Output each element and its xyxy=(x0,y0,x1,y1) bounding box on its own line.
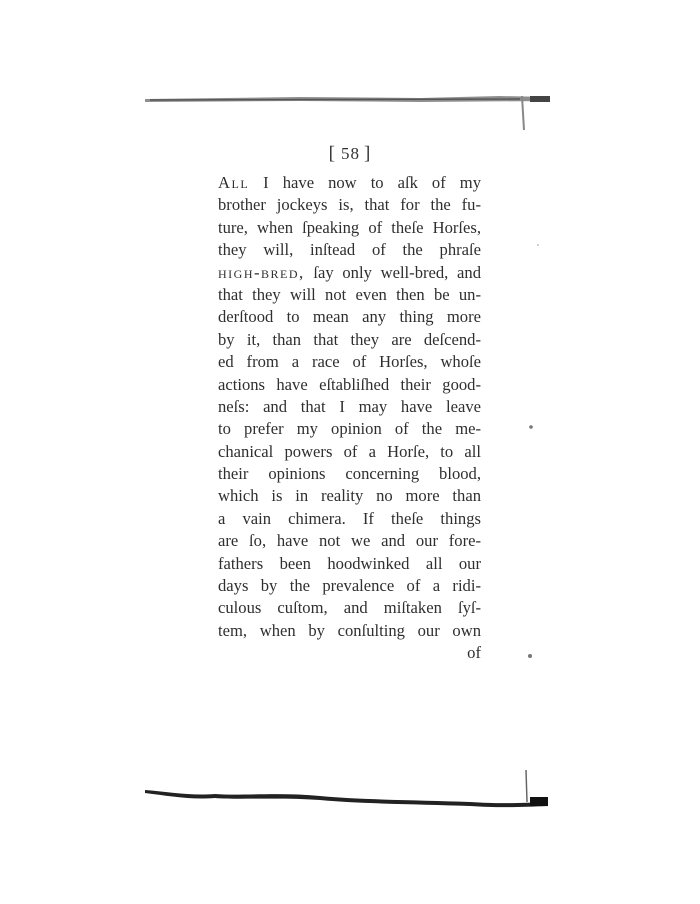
emphasized-phrase: high-bred, xyxy=(218,262,305,282)
text-line: neſs: and that I may have leave xyxy=(218,396,481,416)
text-line-1 xyxy=(218,172,481,194)
opening-word: All xyxy=(218,173,250,192)
text-line: ed from a race of Horſes, whoſe xyxy=(218,352,481,372)
text-line: a vain chimera. If theſe things xyxy=(218,508,481,528)
text-line-5 xyxy=(218,262,481,284)
text-line: actions have eſtabliſhed their good- xyxy=(218,374,481,394)
text-line: chanical powers of a Horſe, to all xyxy=(218,441,481,461)
text-line: their opinions concerning blood, xyxy=(218,464,481,484)
text-line: fathers been hoodwinked all our xyxy=(218,553,481,573)
page-number-value: 58 xyxy=(341,144,360,163)
text-line: tem, when by conſulting our own xyxy=(218,620,481,640)
text-line: days by the prevalence of a ridi- xyxy=(218,576,481,596)
text-line: which is in reality no more than xyxy=(218,486,481,506)
text-line-5-rest: ſay only well-bred, and xyxy=(304,262,481,282)
text-line: derſtood to mean any thing more xyxy=(218,307,481,327)
page-number xyxy=(0,143,700,165)
body-text xyxy=(218,172,481,665)
text-line: culous cuſtom, and miſtaken ſyſ- xyxy=(218,598,481,618)
text-line: brother jockeys is, that for the fu- xyxy=(218,195,481,215)
text-line: that they will not even then be un- xyxy=(218,284,481,304)
catchword: of xyxy=(467,643,481,663)
text-line: to prefer my opinion of the me- xyxy=(218,419,481,439)
text-line: are ſo, have not we and our fore- xyxy=(218,531,481,551)
text-line-1-rest: I have now to aſk of my xyxy=(249,173,481,192)
bracket-open: [ xyxy=(328,143,336,164)
bracket-close: ] xyxy=(364,143,372,164)
text-line: they will, inſtead of the phraſe xyxy=(218,240,481,260)
text-line: by it, than that they are deſcend- xyxy=(218,329,481,349)
text-line: ture, when ſpeaking of theſe Horſes, xyxy=(218,217,481,237)
